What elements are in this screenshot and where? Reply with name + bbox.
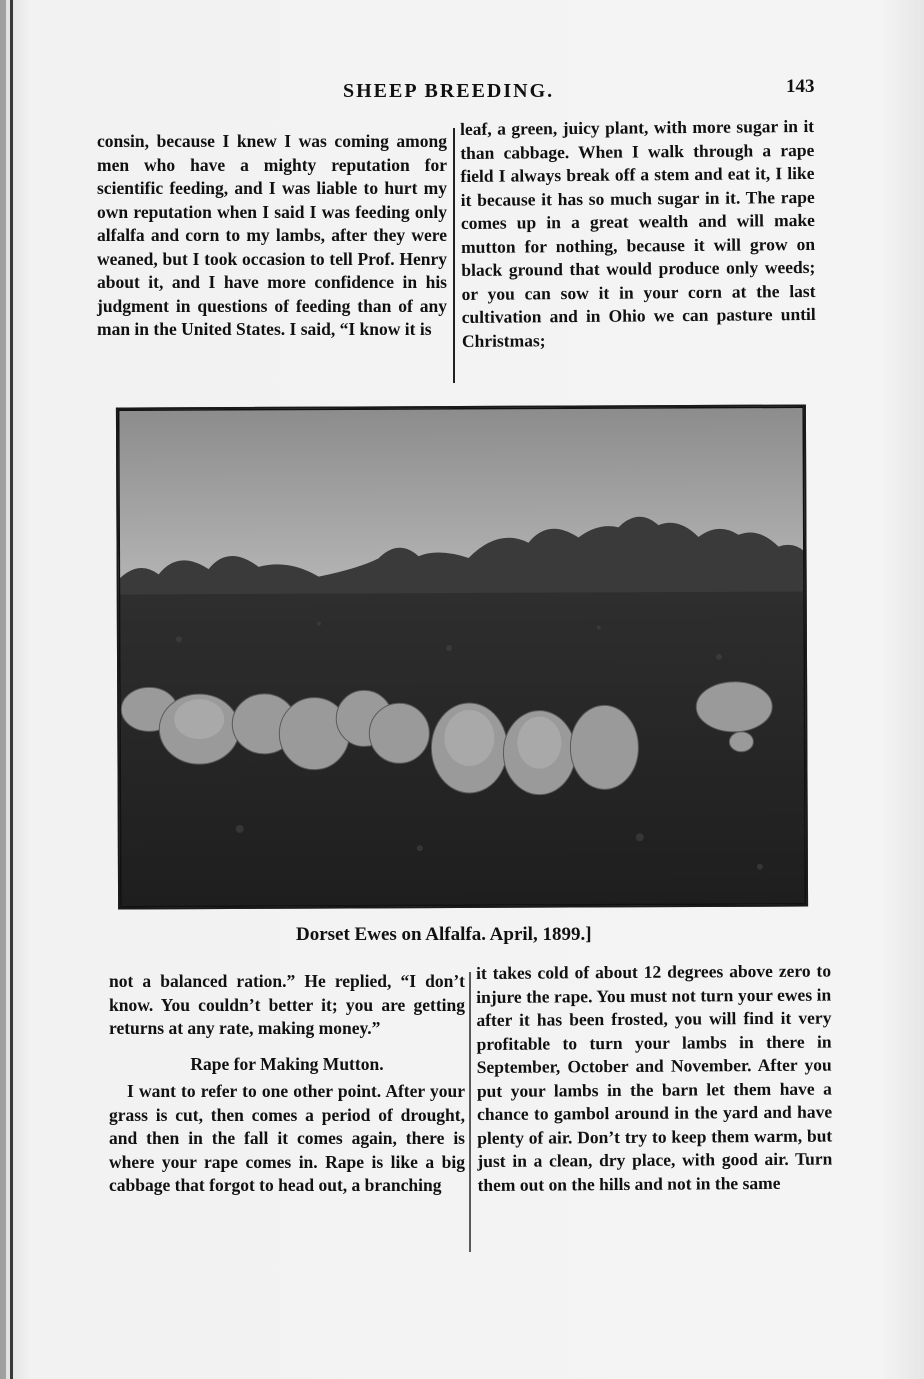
top-right-column <box>460 115 816 353</box>
column-divider <box>453 128 455 383</box>
bottom-right-column <box>476 960 833 1197</box>
bottom-left-text: not a balanced ration.” He replied, “I don’t know. You couldn’t better it; you are getting returns at any rate, making money.” <box>109 971 465 1038</box>
binding-edge <box>10 0 13 1379</box>
running-head: SHEEP BREEDING. <box>343 80 555 102</box>
bottom-right-text: it takes cold of about 12 degrees above zero to injure the rape. You must not turn your ewes in after it has been frosted, you will find it very profitable to turn your lambs in there in September, October and November. After you put your lambs in the barn let them have a chance to gambol around in the yard and have plenty of air. Don’t try to keep them warm, but just in a clean, dry place, with good air. Turn them out on the hills and not in the same <box>476 960 833 1195</box>
top-right-text: leaf, a green, juicy plant, with more sugar in it than cabbage. When I walk through a rape field I always break off a stem and eat it, I like it because it has so much sugar in it. The rape comes up in a great wealth and will make mutton for nothing, because it will grow on black ground that would produce only weeds; or you can sow it in your corn at the last cultivation and in Ohio we can pasture until Christmas; <box>460 115 816 351</box>
sheep-photograph <box>116 404 808 909</box>
bottom-left-column <box>109 970 465 1198</box>
column-divider-bottom <box>469 972 471 1252</box>
top-left-text: consin, because I knew I was coming among men who have a mighty reputation for scientific feeding, and I was liable to hurt my own reputation when I said I was feeding only alfalfa and corn to my lambs, after they were weaned, but I took occasion to tell Prof. Henry about it, and I have more confidence in his judgment in questions of feeding than of any man in the United States. I said, “I know it is <box>97 131 447 339</box>
bottom-left-paragraph: I want to refer to one other point. After your grass is cut, then comes a period of drought, and then in the fall it comes again, there is where your rape comes in. Rape is like a big cabbage that forgot to head out, a branching <box>109 1081 465 1195</box>
top-left-column <box>97 130 447 342</box>
page-shadow <box>0 0 6 1379</box>
page-number: 143 <box>786 76 815 97</box>
section-subheading: Rape for Making Mutton. <box>190 1053 384 1074</box>
figure-caption: Dorset Ewes on Alfalfa. April, 1899.] <box>296 924 592 945</box>
